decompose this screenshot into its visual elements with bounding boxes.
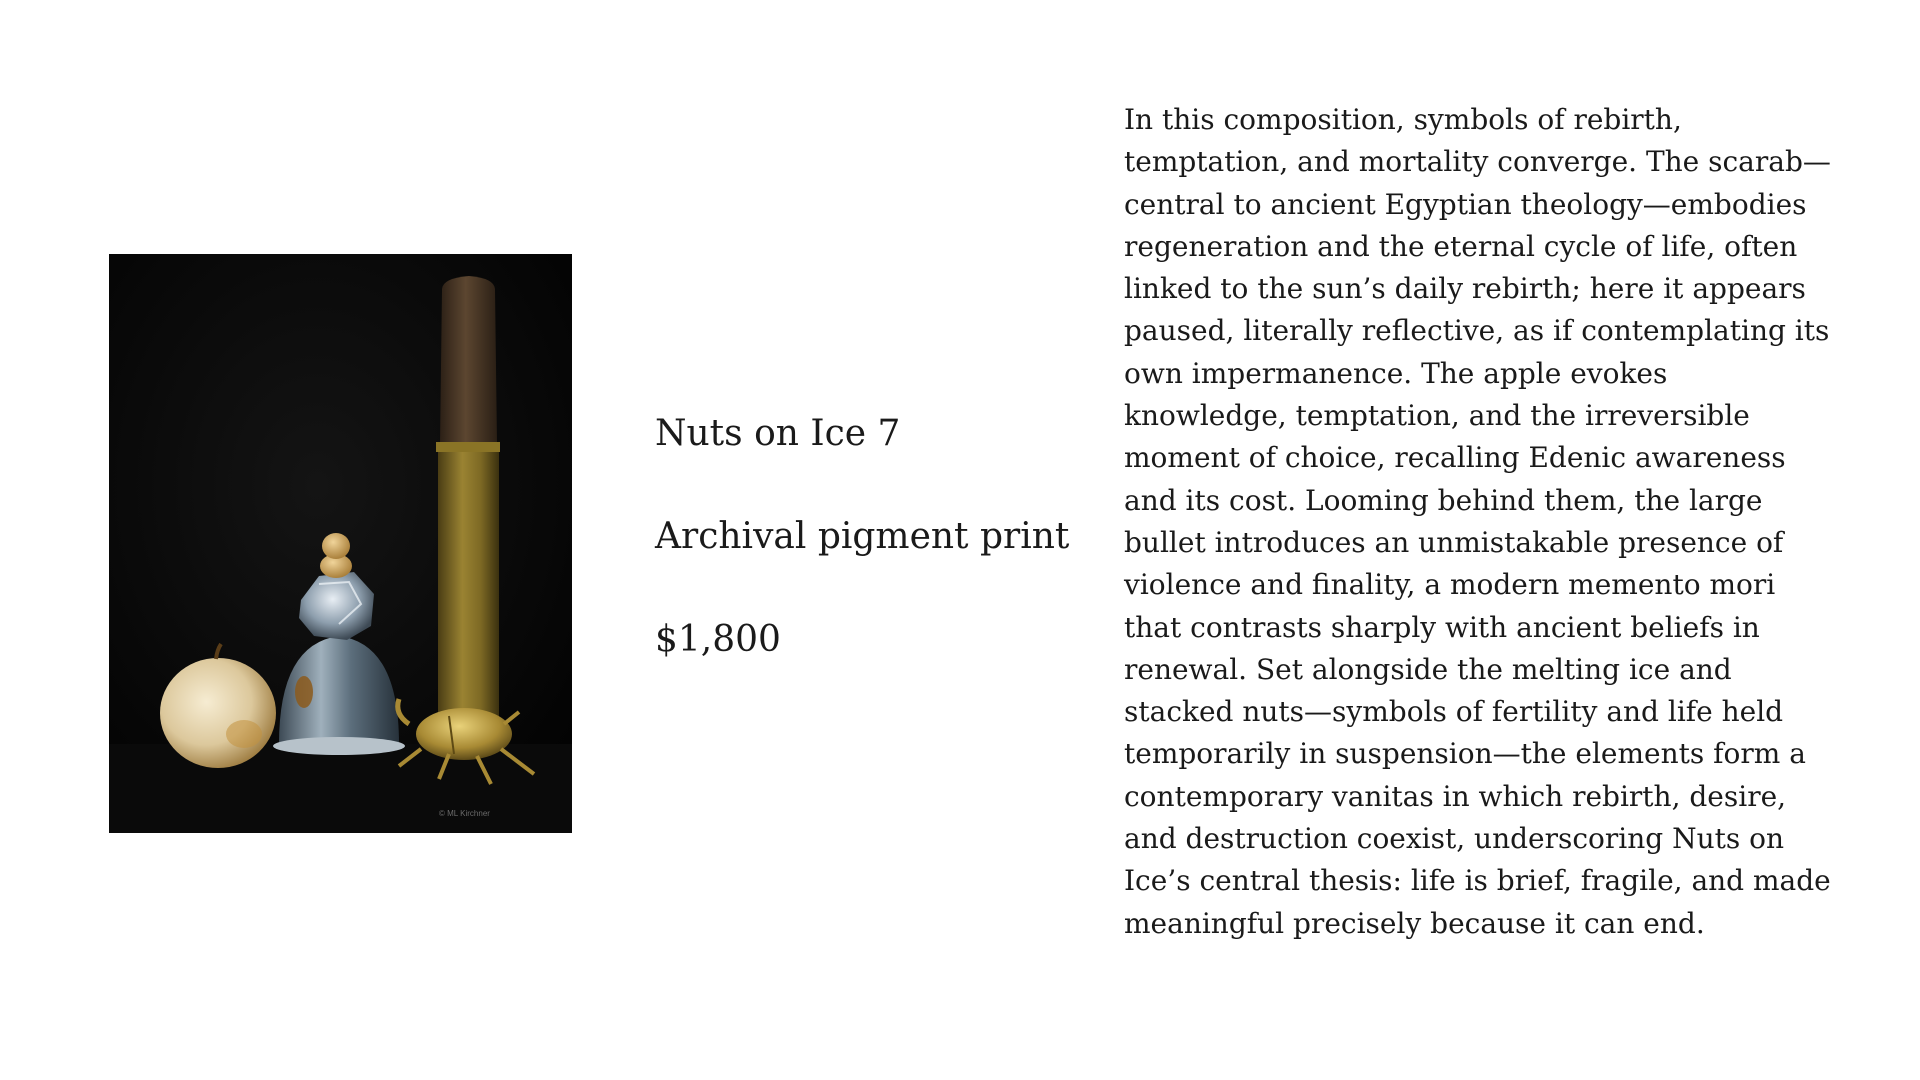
artwork-details — [655, 412, 1095, 721]
artwork-still-life — [109, 254, 572, 833]
artwork-medium: Archival pigment print — [655, 516, 1070, 557]
artwork-watermark: © ML Kirchner — [439, 809, 490, 818]
artwork-price: $1,800 — [655, 619, 781, 660]
artwork-title: Nuts on Ice 7 — [655, 413, 901, 454]
artwork-image[interactable] — [109, 254, 572, 833]
artwork-description: In this composition, symbols of rebirth, temptation, and mortality converge. The scarab—central to ancient Egyptian theology—embodies regeneration and the eternal cycle of life, often linked to the sun’s daily rebirth; here it appears paused, literally reflective, as if contemplating its own impermanence. The apple evokes knowledge, temptation, and the irreversible moment of choice, recalling Edenic awareness and its cost. Looming behind them, the large bullet introduces an unmistakable presence of violence and finality, a modern memento mori that contrasts sharply with ancient beliefs in renewal. Set alongside the melting ice and stacked nuts—symbols of fertility and life held temporarily in suspension—the elements form a contemporary vanitas in which rebirth, desire, and destruction coexist, underscoring Nuts on Ice’s central thesis: life is brief, fragile, and made meaningful precisely because it can end. — [1124, 103, 1831, 940]
bullet — [436, 276, 500, 748]
